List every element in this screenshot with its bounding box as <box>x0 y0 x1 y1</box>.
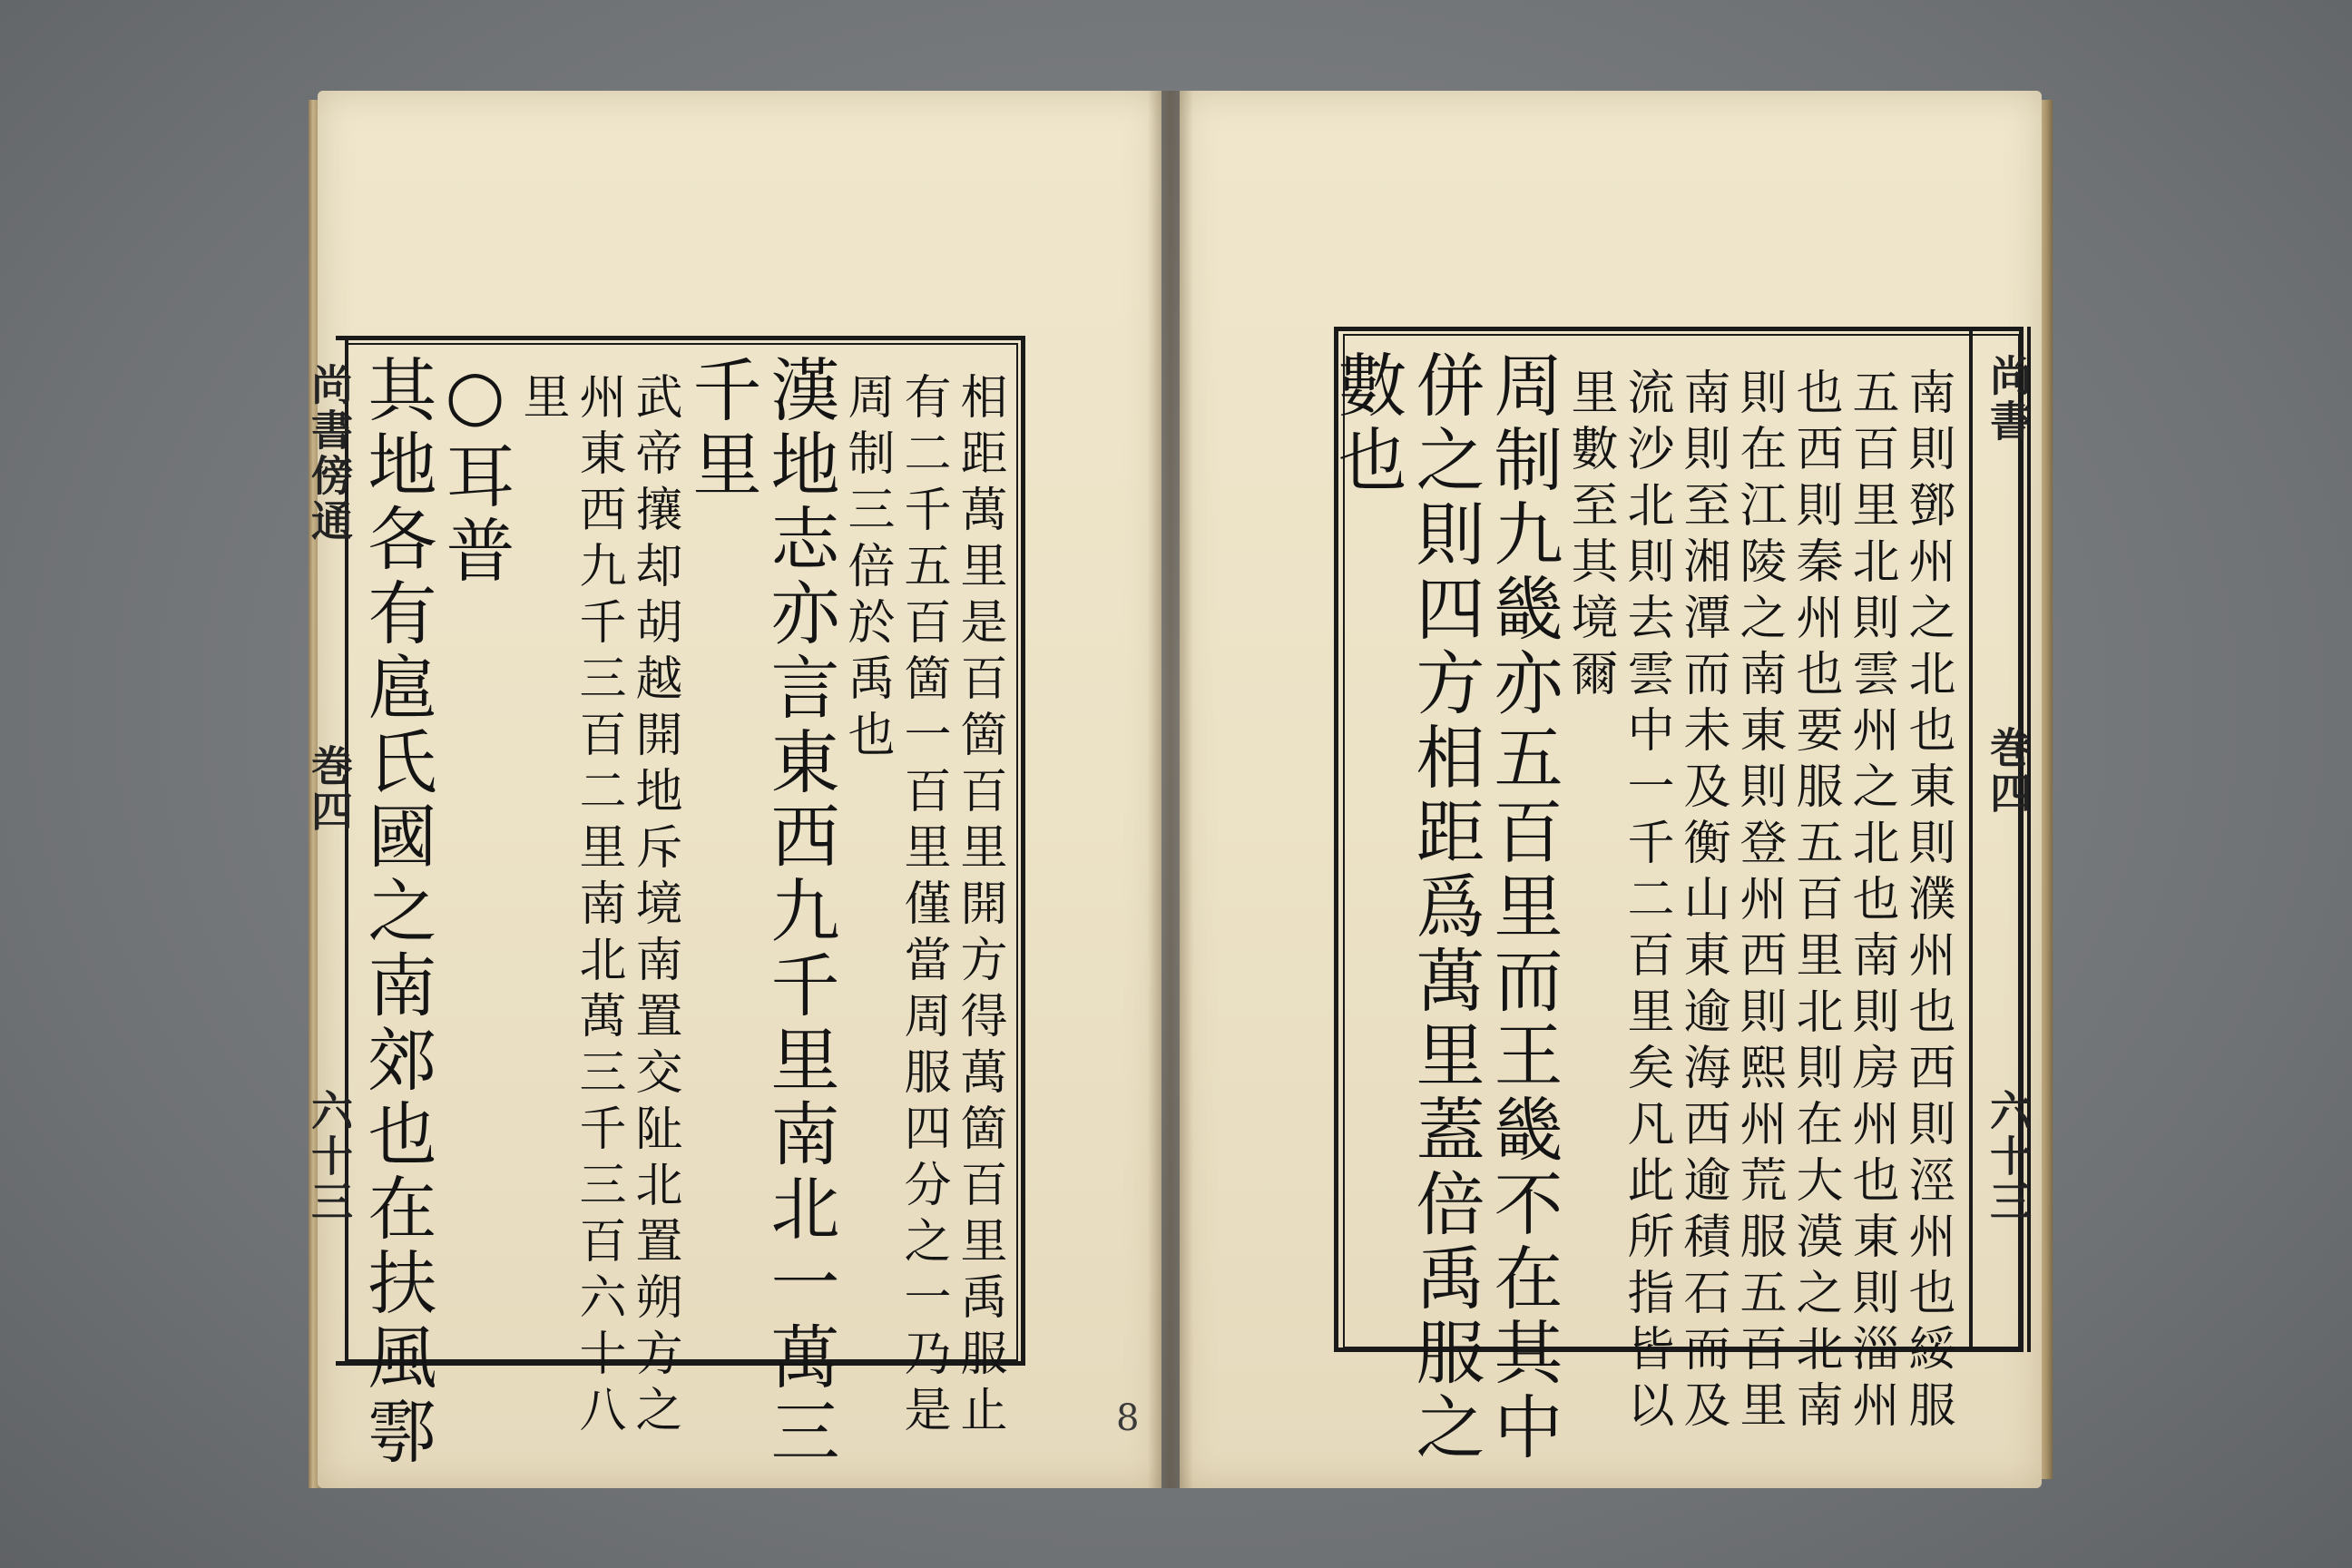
text-column: 流沙北則去雲中一千二百里矣凡此所指皆以 <box>1619 368 1673 1436</box>
text-column: 州東西九千三百二里南北萬三千三百六十八 <box>571 372 625 1441</box>
text-column: 併之則四方相距爲萬里蓋倍禹服之 <box>1405 349 1485 1465</box>
left-heart-folio: 六十三 <box>305 1089 354 1225</box>
text-column: 則在江陵之南東則登州西則熙州荒服五百里 <box>1731 368 1786 1436</box>
text-column: 漢地志亦言東西九千里南北一萬三 <box>760 354 840 1470</box>
right-heart-folio: 六十三 <box>1984 1089 2033 1225</box>
text-column: 里數至其境爾 <box>1563 368 1617 705</box>
left-heart-title: 尚書傍通 <box>305 363 354 544</box>
text-column: 武帝攘却胡越開地斥境南置交阯北置朔方之 <box>627 372 681 1441</box>
text-column: 南則至湘潭而未及衡山東逾海西逾積石而及 <box>1675 368 1730 1436</box>
left-heart-volume: 巻四 <box>305 744 354 835</box>
text-column: 有二千五百箇一百里僅當周服四分之一乃是 <box>896 372 950 1441</box>
text-column: 里 <box>514 372 569 428</box>
text-column: 其地各有扈氏國之南郊也在扶風鄠 <box>357 354 437 1470</box>
text-column: 五百里北則雲州之北也南則房州也東則淄州 <box>1844 368 1898 1436</box>
text-column: 南則鄧州之北也東則濮州也西則涇州也綏服 <box>1900 368 1955 1436</box>
text-column: 千里 <box>681 354 762 503</box>
text-column: 數也 <box>1327 349 1407 498</box>
text-column: 周制三倍於禹也 <box>839 372 894 766</box>
book-gutter <box>1148 91 1193 1488</box>
text-column: 也西則秦州也要服五百里北則在大漠之北南 <box>1788 368 1842 1436</box>
open-book <box>305 91 2051 1488</box>
right-heart-volume: 巻四 <box>1984 726 2033 817</box>
left-page-number: 8 <box>1116 1397 1140 1439</box>
text-column: 周制九畿亦五百里而王畿不在其中 <box>1483 349 1563 1465</box>
text-column: 相距萬里是百箇百里開方得萬箇百里禹服止 <box>952 372 1006 1441</box>
right-heart-title: 尚書 <box>1984 354 2033 445</box>
text-column: ○耳普 <box>435 354 515 589</box>
